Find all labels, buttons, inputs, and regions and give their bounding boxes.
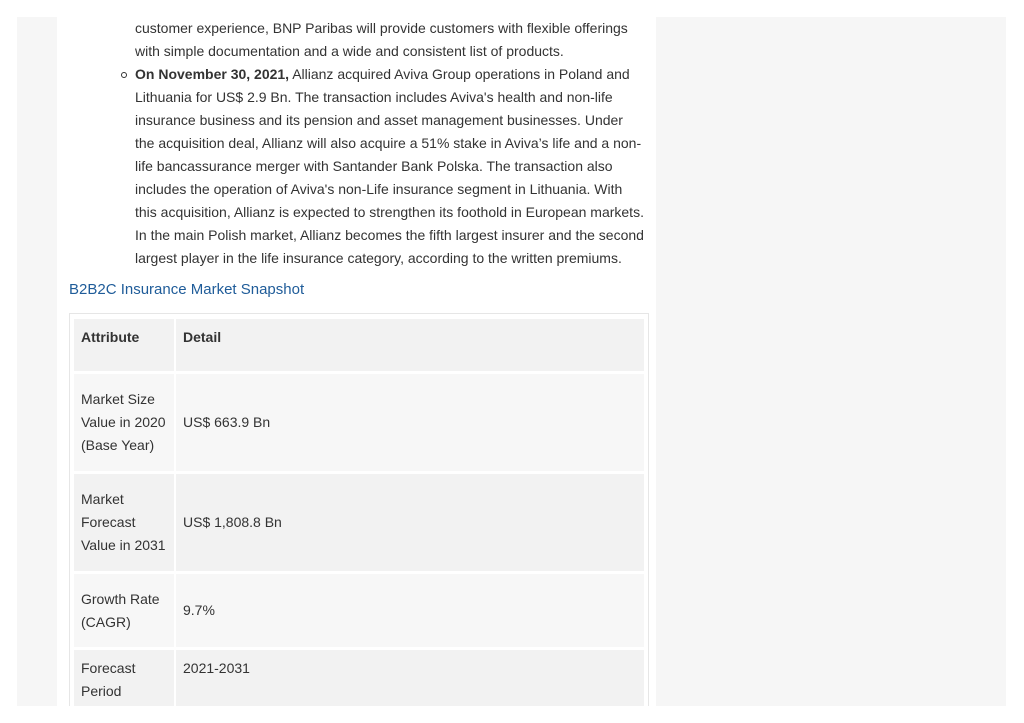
table-row xyxy=(74,650,644,706)
column-header-detail: Detail xyxy=(176,319,644,371)
right-sidebar xyxy=(656,17,1006,706)
attribute-cell: Market Forecast Value in 2031 xyxy=(74,474,174,571)
snapshot-table-container xyxy=(69,313,649,706)
news-item-text: customer experience, BNP Paribas will provide customers with flexible offerings with simple documentation and a wide and consistent list of products. xyxy=(135,20,628,59)
news-item-date: On November 30, 2021, xyxy=(135,66,290,82)
news-item-continuation xyxy=(135,17,645,63)
left-gutter xyxy=(17,17,57,706)
table-row xyxy=(74,574,644,647)
news-item-text: Allianz acquired Aviva Group operations in Poland and Lithuania for US$ 2.9 Bn. The transaction includes Aviva's health and non-life insurance business and its pension and asset management businesses. Under the acquisition deal, Allianz will also acquire a 51% stake in Aviva’s life and a non-life bancassurance merger with Santander Bank Polska. The transaction also includes the operation of Aviva's non-Life insurance segment in Lithuania. With this acquisition, Allianz is expected to strengthen its foothold in European markets. In the main Polish market, Allianz becomes the fifth largest insurer and the second largest player in the life insurance category, according to the written premiums. xyxy=(135,66,644,266)
detail-cell: US$ 663.9 Bn xyxy=(176,374,644,471)
snapshot-table xyxy=(72,316,646,706)
detail-cell: US$ 1,808.8 Bn xyxy=(176,474,644,571)
attribute-cell: Growth Rate (CAGR) xyxy=(74,574,174,647)
attribute-cell: Forecast Period xyxy=(74,650,174,706)
detail-cell: 2021-2031 xyxy=(176,650,644,706)
detail-cell: 9.7% xyxy=(176,574,644,647)
column-header-attribute: Attribute xyxy=(74,319,174,371)
news-list xyxy=(135,17,645,270)
attribute-cell: Market Size Value in 2020 (Base Year) xyxy=(74,374,174,471)
article-content xyxy=(57,17,656,706)
table-row xyxy=(74,474,644,571)
table-row xyxy=(74,374,644,471)
news-item-allianz xyxy=(135,63,645,270)
section-heading: B2B2C Insurance Market Snapshot xyxy=(69,281,305,298)
table-header-row xyxy=(74,319,644,371)
